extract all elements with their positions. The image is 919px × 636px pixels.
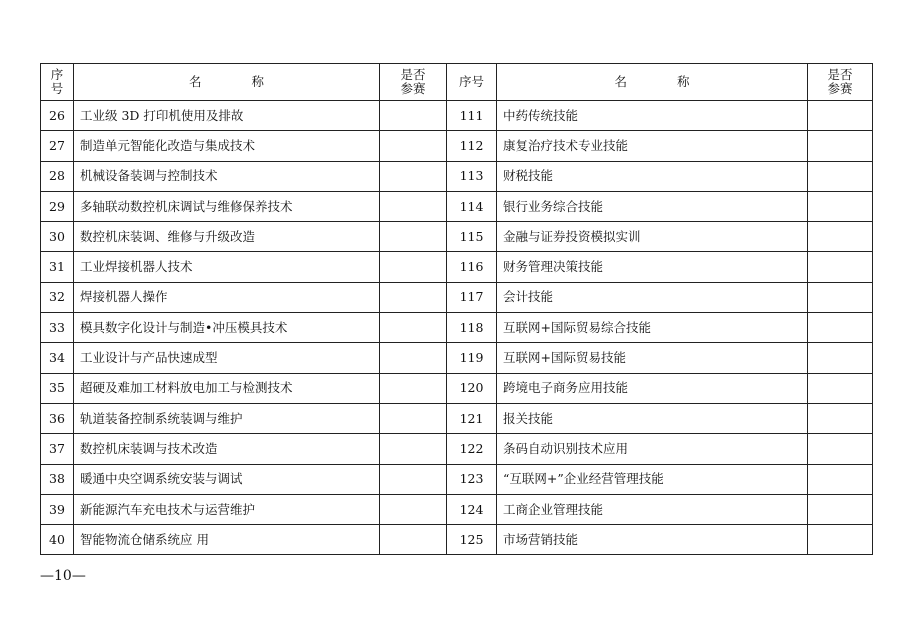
right-seq-cell: 115 — [447, 222, 497, 252]
left-join-cell[interactable] — [380, 464, 447, 494]
right-name-cell: 互联网+国际贸易技能 — [497, 343, 808, 373]
table-row — [41, 373, 873, 403]
table-row — [41, 252, 873, 282]
right-seq-cell: 116 — [447, 252, 497, 282]
right-seq-cell: 112 — [447, 131, 497, 161]
header-name-right — [497, 64, 808, 101]
left-join-cell[interactable] — [380, 434, 447, 464]
left-join-cell[interactable] — [380, 494, 447, 524]
right-name-cell: 跨境电子商务应用技能 — [497, 373, 808, 403]
right-seq-cell: 124 — [447, 494, 497, 524]
left-name-cell: 轨道装备控制系统装调与维护 — [74, 403, 380, 433]
table-row — [41, 101, 873, 131]
right-join-cell[interactable] — [808, 434, 873, 464]
left-name-cell: 新能源汽车充电技术与运营维护 — [74, 494, 380, 524]
left-join-cell[interactable] — [380, 403, 447, 433]
left-name-cell: 多轴联动数控机床调试与维修保养技术 — [74, 191, 380, 221]
left-seq-cell: 33 — [41, 313, 74, 343]
right-seq-cell: 121 — [447, 403, 497, 433]
left-join-cell[interactable] — [380, 222, 447, 252]
right-name-cell: 康复治疗技术专业技能 — [497, 131, 808, 161]
page-number: —10— — [40, 568, 86, 584]
right-name-cell: 银行业务综合技能 — [497, 191, 808, 221]
table-row — [41, 525, 873, 555]
right-join-cell[interactable] — [808, 494, 873, 524]
left-join-cell[interactable] — [380, 161, 447, 191]
right-name-cell: 财务管理决策技能 — [497, 252, 808, 282]
right-name-cell: 中药传统技能 — [497, 101, 808, 131]
right-join-cell[interactable] — [808, 222, 873, 252]
right-seq-cell: 122 — [447, 434, 497, 464]
header-seq-left-label: 序 号 — [50, 67, 64, 96]
left-seq-cell: 29 — [41, 191, 74, 221]
left-name-cell: 暖通中央空调系统安装与调试 — [74, 464, 380, 494]
header-seq-right — [447, 64, 497, 101]
left-join-cell[interactable] — [380, 131, 447, 161]
table-row — [41, 161, 873, 191]
header-name-left — [74, 64, 380, 101]
left-seq-cell: 26 — [41, 101, 74, 131]
right-join-cell[interactable] — [808, 373, 873, 403]
table-row — [41, 222, 873, 252]
right-seq-cell: 118 — [447, 313, 497, 343]
table-row — [41, 434, 873, 464]
right-join-cell[interactable] — [808, 282, 873, 312]
left-seq-cell: 39 — [41, 494, 74, 524]
left-name-cell: 工业设计与产品快速成型 — [74, 343, 380, 373]
right-seq-cell: 119 — [447, 343, 497, 373]
right-join-cell[interactable] — [808, 313, 873, 343]
right-join-cell[interactable] — [808, 403, 873, 433]
left-seq-cell: 36 — [41, 403, 74, 433]
left-seq-cell: 31 — [41, 252, 74, 282]
table-header-row — [41, 64, 873, 101]
left-join-cell[interactable] — [380, 101, 447, 131]
right-seq-cell: 125 — [447, 525, 497, 555]
left-name-cell: 数控机床装调、维修与升级改造 — [74, 222, 380, 252]
left-name-cell: 超硬及难加工材料放电加工与检测技术 — [74, 373, 380, 403]
left-join-cell[interactable] — [380, 343, 447, 373]
header-join-left — [380, 64, 447, 101]
right-join-cell[interactable] — [808, 101, 873, 131]
left-name-cell: 智能物流仓储系统应 用 — [74, 525, 380, 555]
right-join-cell[interactable] — [808, 191, 873, 221]
header-seq-left — [41, 64, 74, 101]
right-seq-cell: 114 — [447, 191, 497, 221]
left-join-cell[interactable] — [380, 282, 447, 312]
right-name-cell: 互联网+国际贸易综合技能 — [497, 313, 808, 343]
right-seq-cell: 123 — [447, 464, 497, 494]
right-join-cell[interactable] — [808, 131, 873, 161]
left-seq-cell: 27 — [41, 131, 74, 161]
right-name-cell: 条码自动识别技术应用 — [497, 434, 808, 464]
table-row — [41, 343, 873, 373]
header-join-right — [808, 64, 873, 101]
table-row — [41, 464, 873, 494]
right-seq-cell: 111 — [447, 101, 497, 131]
header-name-right-label: 名 称 — [614, 74, 690, 89]
table-row — [41, 313, 873, 343]
competition-table — [40, 63, 873, 555]
table-row — [41, 494, 873, 524]
right-name-cell: 报关技能 — [497, 403, 808, 433]
table-row — [41, 403, 873, 433]
left-name-cell: 工业级 3D 打印机使用及排故 — [74, 101, 380, 131]
left-name-cell: 机械设备装调与控制技术 — [74, 161, 380, 191]
right-name-cell: 金融与证券投资模拟实训 — [497, 222, 808, 252]
left-seq-cell: 34 — [41, 343, 74, 373]
left-join-cell[interactable] — [380, 313, 447, 343]
right-name-cell: 会计技能 — [497, 282, 808, 312]
left-join-cell[interactable] — [380, 191, 447, 221]
table-body — [41, 101, 873, 555]
left-name-cell: 制造单元智能化改造与集成技术 — [74, 131, 380, 161]
right-seq-cell: 120 — [447, 373, 497, 403]
left-seq-cell: 40 — [41, 525, 74, 555]
header-join-right-label: 是否 参赛 — [827, 67, 853, 96]
left-join-cell[interactable] — [380, 373, 447, 403]
table-row — [41, 282, 873, 312]
right-name-cell: “互联网+”企业经营管理技能 — [497, 464, 808, 494]
table-row — [41, 191, 873, 221]
table-row — [41, 131, 873, 161]
left-join-cell[interactable] — [380, 252, 447, 282]
left-seq-cell: 38 — [41, 464, 74, 494]
left-name-cell: 工业焊接机器人技术 — [74, 252, 380, 282]
left-seq-cell: 37 — [41, 434, 74, 464]
left-name-cell: 模具数字化设计与制造•冲压模具技术 — [74, 313, 380, 343]
right-join-cell[interactable] — [808, 464, 873, 494]
left-seq-cell: 30 — [41, 222, 74, 252]
left-seq-cell: 32 — [41, 282, 74, 312]
right-name-cell: 财税技能 — [497, 161, 808, 191]
left-seq-cell: 28 — [41, 161, 74, 191]
header-seq-right-label: 序号 — [458, 74, 484, 89]
right-join-cell[interactable] — [808, 525, 873, 555]
left-seq-cell: 35 — [41, 373, 74, 403]
left-name-cell: 焊接机器人操作 — [74, 282, 380, 312]
right-join-cell[interactable] — [808, 252, 873, 282]
left-join-cell[interactable] — [380, 525, 447, 555]
competition-list-sheet — [40, 63, 872, 555]
right-join-cell[interactable] — [808, 343, 873, 373]
right-name-cell: 市场营销技能 — [497, 525, 808, 555]
right-join-cell[interactable] — [808, 161, 873, 191]
header-join-left-label: 是否 参赛 — [400, 67, 426, 96]
right-seq-cell: 113 — [447, 161, 497, 191]
right-seq-cell: 117 — [447, 282, 497, 312]
left-name-cell: 数控机床装调与技术改造 — [74, 434, 380, 464]
right-name-cell: 工商企业管理技能 — [497, 494, 808, 524]
header-name-left-label: 名 称 — [188, 74, 264, 89]
